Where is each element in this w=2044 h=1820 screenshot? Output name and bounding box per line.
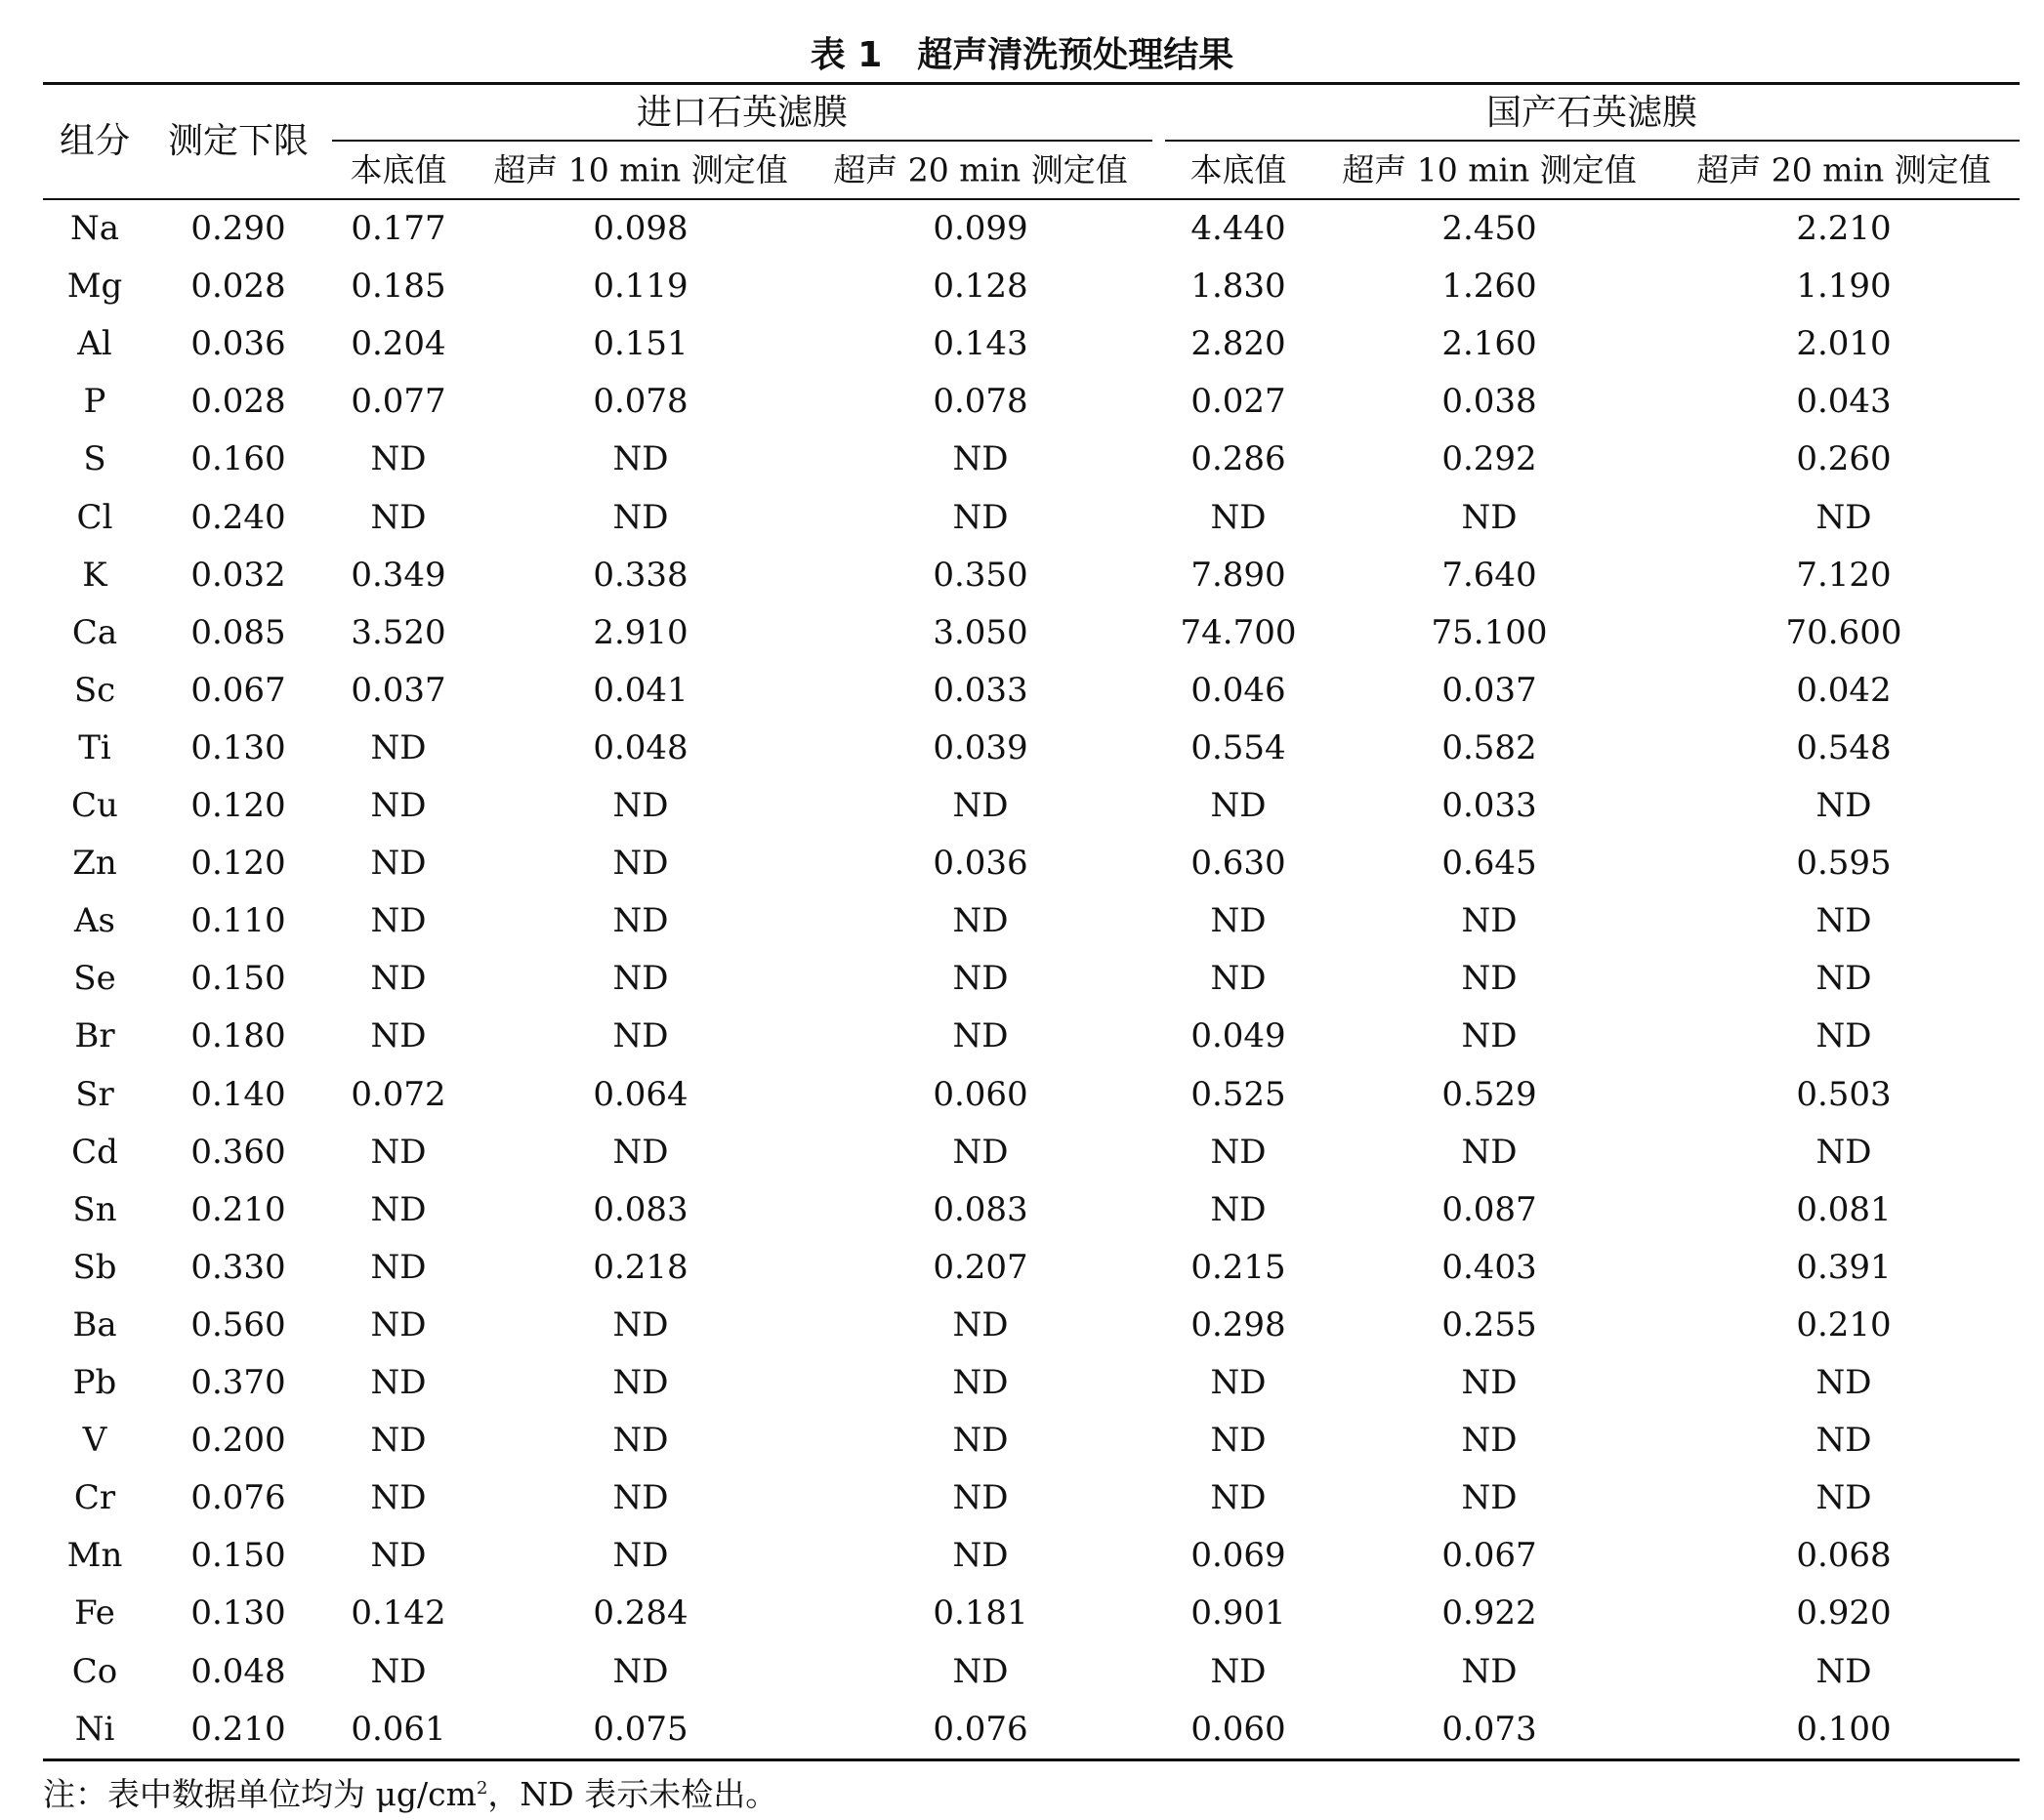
- cell-detection-limit: 0.048: [190, 1651, 286, 1691]
- cell-detection-limit: 0.110: [190, 901, 286, 941]
- bottom-rule: [43, 1758, 2020, 1761]
- cell-imported-20min: 0.099: [933, 209, 1028, 248]
- cell-imported-background: ND: [370, 1247, 427, 1287]
- cell-detection-limit: 0.076: [190, 1478, 286, 1518]
- cell-imported-background: 0.185: [351, 267, 446, 307]
- cell-component: Mg: [66, 267, 123, 307]
- cell-detection-limit: 0.032: [190, 555, 286, 595]
- cell-domestic-20min: 0.043: [1796, 382, 1892, 422]
- cell-detection-limit: 0.370: [190, 1363, 286, 1402]
- cell-domestic-background: ND: [1210, 1651, 1267, 1691]
- cell-component: Co: [71, 1651, 118, 1691]
- cell-imported-background: 0.349: [351, 555, 446, 595]
- cell-imported-background: ND: [370, 497, 427, 537]
- cell-imported-20min: 0.039: [933, 727, 1028, 767]
- cell-component: Cr: [73, 1478, 116, 1518]
- cell-detection-limit: 0.028: [190, 267, 286, 307]
- cell-domestic-background: 0.060: [1190, 1709, 1286, 1749]
- cell-domestic-20min: 0.548: [1796, 727, 1892, 767]
- cell-detection-limit: 0.290: [190, 209, 286, 248]
- cell-component: S: [83, 439, 106, 479]
- cell-imported-10min: 0.078: [593, 382, 688, 422]
- table-note: [43, 1769, 777, 1815]
- cell-imported-20min: 0.143: [933, 324, 1028, 364]
- cell-component: Mn: [66, 1536, 123, 1576]
- cell-component: Sr: [75, 1074, 114, 1114]
- cell-domestic-20min: 0.100: [1796, 1709, 1892, 1749]
- cell-imported-20min: 0.128: [933, 267, 1028, 307]
- cell-component: Sc: [73, 670, 116, 710]
- cell-domestic-20min: ND: [1815, 901, 1872, 941]
- cell-imported-20min: ND: [952, 497, 1009, 537]
- cell-domestic-background: 0.049: [1190, 1016, 1286, 1056]
- cell-imported-10min: ND: [612, 1651, 669, 1691]
- cell-imported-20min: 0.207: [933, 1247, 1028, 1287]
- cell-domestic-10min: 0.292: [1441, 439, 1537, 479]
- cell-domestic-background: 2.820: [1190, 324, 1286, 364]
- cell-imported-20min: ND: [952, 1536, 1009, 1576]
- cell-domestic-20min: ND: [1815, 1363, 1872, 1402]
- header-component: 组分: [59, 121, 131, 161]
- cell-domestic-20min: ND: [1815, 1421, 1872, 1461]
- cell-imported-10min: ND: [612, 439, 669, 479]
- cell-detection-limit: 0.140: [190, 1074, 286, 1114]
- cell-domestic-background: 0.215: [1190, 1247, 1286, 1287]
- cell-imported-background: ND: [370, 1651, 427, 1691]
- cell-imported-10min: 2.910: [593, 612, 688, 652]
- cell-domestic-10min: 0.582: [1441, 727, 1537, 767]
- cell-imported-20min: 0.060: [933, 1074, 1028, 1114]
- cell-imported-10min: 0.041: [593, 670, 688, 710]
- cell-detection-limit: 0.150: [190, 1536, 286, 1576]
- cell-domestic-20min: 0.210: [1796, 1304, 1892, 1344]
- cell-imported-10min: ND: [612, 959, 669, 999]
- cell-detection-limit: 0.240: [190, 497, 286, 537]
- cell-component: Se: [73, 959, 116, 999]
- table-title: 表 1 超声清洗预处理结果: [810, 35, 1234, 75]
- cell-domestic-background: ND: [1210, 901, 1267, 941]
- header-domestic-10min: 超声 10 min 测定值: [1342, 150, 1637, 189]
- cell-domestic-background: 74.700: [1180, 612, 1297, 652]
- header-rule: [43, 198, 2020, 200]
- cell-domestic-background: ND: [1210, 959, 1267, 999]
- cell-domestic-10min: 0.087: [1441, 1189, 1537, 1229]
- cell-imported-10min: ND: [612, 786, 669, 825]
- cell-imported-background: ND: [370, 901, 427, 941]
- cell-domestic-10min: 0.922: [1441, 1593, 1537, 1634]
- cell-domestic-background: ND: [1210, 1363, 1267, 1402]
- cell-domestic-background: 0.630: [1190, 844, 1286, 884]
- cell-domestic-20min: 0.042: [1796, 670, 1892, 710]
- cell-detection-limit: 0.200: [190, 1421, 286, 1461]
- group-rule-domestic: [1165, 140, 2020, 142]
- cell-imported-background: 0.061: [351, 1709, 446, 1749]
- cell-domestic-background: 0.901: [1190, 1593, 1286, 1634]
- cell-domestic-20min: 0.503: [1796, 1074, 1892, 1114]
- cell-imported-20min: ND: [952, 439, 1009, 479]
- cell-domestic-10min: ND: [1461, 1363, 1518, 1402]
- cell-imported-background: ND: [370, 1536, 427, 1576]
- cell-domestic-10min: 0.037: [1441, 670, 1537, 710]
- cell-detection-limit: 0.330: [190, 1247, 286, 1287]
- cell-imported-10min: ND: [612, 844, 669, 884]
- cell-component: Ti: [78, 727, 111, 767]
- cell-detection-limit: 0.120: [190, 786, 286, 825]
- cell-detection-limit: 0.560: [190, 1304, 286, 1344]
- cell-component: Na: [69, 209, 120, 248]
- cell-imported-10min: 0.151: [593, 324, 688, 364]
- cell-imported-background: 0.077: [351, 382, 446, 422]
- cell-component: Fe: [74, 1593, 115, 1634]
- cell-domestic-20min: 2.210: [1796, 209, 1892, 248]
- cell-imported-background: ND: [370, 1421, 427, 1461]
- cell-domestic-20min: ND: [1815, 1478, 1872, 1518]
- cell-component: Pb: [72, 1363, 117, 1402]
- cell-domestic-background: 0.554: [1190, 727, 1286, 767]
- cell-domestic-background: 0.069: [1190, 1536, 1286, 1576]
- cell-detection-limit: 0.036: [190, 324, 286, 364]
- cell-imported-10min: 0.338: [593, 555, 688, 595]
- cell-imported-background: 0.204: [351, 324, 446, 364]
- cell-imported-background: ND: [370, 1016, 427, 1056]
- cell-imported-background: 0.142: [351, 1593, 446, 1634]
- cell-domestic-10min: 2.450: [1441, 209, 1537, 248]
- cell-domestic-20min: ND: [1815, 1132, 1872, 1172]
- cell-domestic-10min: ND: [1461, 901, 1518, 941]
- cell-domestic-10min: 1.260: [1441, 267, 1537, 307]
- cell-detection-limit: 0.150: [190, 959, 286, 999]
- cell-component: Br: [74, 1016, 115, 1056]
- cell-imported-20min: 0.078: [933, 382, 1028, 422]
- cell-imported-background: ND: [370, 959, 427, 999]
- cell-domestic-background: ND: [1210, 1189, 1267, 1229]
- cell-domestic-20min: 1.190: [1796, 267, 1892, 307]
- cell-imported-20min: ND: [952, 901, 1009, 941]
- cell-imported-20min: ND: [952, 1016, 1009, 1056]
- header-domestic-background: 本底值: [1189, 150, 1287, 189]
- cell-imported-10min: ND: [612, 1536, 669, 1576]
- cell-domestic-10min: 0.073: [1441, 1709, 1537, 1749]
- cell-domestic-20min: 7.120: [1796, 555, 1892, 595]
- cell-domestic-10min: ND: [1461, 497, 1518, 537]
- header-group-domestic: 国产石英滤膜: [1485, 93, 1698, 133]
- cell-domestic-10min: ND: [1461, 1016, 1518, 1056]
- cell-domestic-background: ND: [1210, 497, 1267, 537]
- cell-domestic-20min: ND: [1815, 497, 1872, 537]
- header-group-imported: 进口石英滤膜: [636, 93, 849, 133]
- cell-imported-20min: ND: [952, 1363, 1009, 1402]
- cell-imported-20min: 0.033: [933, 670, 1028, 710]
- cell-imported-10min: ND: [612, 1478, 669, 1518]
- cell-imported-10min: 0.284: [593, 1593, 688, 1634]
- cell-domestic-10min: ND: [1461, 959, 1518, 999]
- cell-detection-limit: 0.180: [190, 1016, 286, 1056]
- cell-domestic-background: ND: [1210, 1421, 1267, 1461]
- cell-detection-limit: 0.160: [190, 439, 286, 479]
- cell-detection-limit: 0.085: [190, 612, 286, 652]
- cell-imported-20min: 0.076: [933, 1709, 1028, 1749]
- cell-imported-10min: 0.064: [593, 1074, 688, 1114]
- cell-domestic-20min: 0.260: [1796, 439, 1892, 479]
- cell-imported-10min: ND: [612, 1132, 669, 1172]
- cell-imported-20min: ND: [952, 959, 1009, 999]
- cell-domestic-20min: 0.595: [1796, 844, 1892, 884]
- cell-domestic-background: ND: [1210, 786, 1267, 825]
- cell-domestic-20min: ND: [1815, 959, 1872, 999]
- group-rule-imported: [332, 140, 1152, 142]
- header-domestic-20min: 超声 20 min 测定值: [1696, 150, 1991, 189]
- cell-domestic-10min: 0.067: [1441, 1536, 1537, 1576]
- cell-component: V: [82, 1421, 107, 1461]
- cell-domestic-10min: 0.033: [1441, 786, 1537, 825]
- header-imported-10min: 超声 10 min 测定值: [493, 150, 788, 189]
- cell-imported-10min: ND: [612, 497, 669, 537]
- cell-imported-background: ND: [370, 1363, 427, 1402]
- cell-imported-20min: ND: [952, 1132, 1009, 1172]
- cell-domestic-background: 0.298: [1190, 1304, 1286, 1344]
- cell-detection-limit: 0.130: [190, 1593, 286, 1634]
- cell-domestic-10min: 0.038: [1441, 382, 1537, 422]
- cell-domestic-20min: 0.391: [1796, 1247, 1892, 1287]
- cell-imported-background: ND: [370, 844, 427, 884]
- cell-component: P: [83, 382, 106, 422]
- cell-domestic-10min: 0.645: [1441, 844, 1537, 884]
- cell-imported-20min: ND: [952, 1651, 1009, 1691]
- cell-imported-20min: ND: [952, 1304, 1009, 1344]
- cell-imported-background: 0.177: [351, 209, 446, 248]
- cell-imported-background: 3.520: [351, 612, 446, 652]
- cell-domestic-20min: ND: [1815, 1651, 1872, 1691]
- header-imported-20min: 超声 20 min 测定值: [833, 150, 1128, 189]
- cell-domestic-10min: 0.255: [1441, 1304, 1537, 1344]
- cell-domestic-background: ND: [1210, 1478, 1267, 1518]
- cell-component: K: [82, 555, 107, 595]
- cell-domestic-background: 4.440: [1190, 209, 1286, 248]
- cell-domestic-20min: 2.010: [1796, 324, 1892, 364]
- cell-domestic-10min: 75.100: [1431, 612, 1548, 652]
- note-superscript: 2: [476, 1778, 488, 1799]
- cell-detection-limit: 0.360: [190, 1132, 286, 1172]
- cell-domestic-10min: ND: [1461, 1132, 1518, 1172]
- cell-domestic-10min: ND: [1461, 1651, 1518, 1691]
- cell-detection-limit: 0.210: [190, 1709, 286, 1749]
- cell-imported-10min: ND: [612, 1016, 669, 1056]
- cell-component: Ni: [74, 1709, 115, 1749]
- cell-imported-20min: ND: [952, 1421, 1009, 1461]
- cell-component: Sb: [72, 1247, 117, 1287]
- header-imported-background: 本底值: [350, 150, 447, 189]
- cell-imported-10min: 0.098: [593, 209, 688, 248]
- cell-imported-10min: 0.048: [593, 727, 688, 767]
- cell-detection-limit: 0.210: [190, 1189, 286, 1229]
- cell-imported-10min: ND: [612, 901, 669, 941]
- cell-imported-background: 0.037: [351, 670, 446, 710]
- cell-imported-10min: 0.218: [593, 1247, 688, 1287]
- cell-domestic-background: 7.890: [1190, 555, 1286, 595]
- cell-domestic-10min: ND: [1461, 1421, 1518, 1461]
- cell-domestic-10min: 0.529: [1441, 1074, 1537, 1114]
- cell-domestic-20min: ND: [1815, 1016, 1872, 1056]
- cell-component: Ba: [72, 1304, 117, 1344]
- header-detection-limit: 测定下限: [167, 121, 310, 161]
- cell-imported-background: ND: [370, 786, 427, 825]
- cell-imported-10min: 0.083: [593, 1189, 688, 1229]
- cell-component: Ca: [71, 612, 118, 652]
- cell-imported-10min: 0.119: [593, 267, 688, 307]
- cell-domestic-background: 0.286: [1190, 439, 1286, 479]
- cell-imported-background: ND: [370, 1478, 427, 1518]
- cell-domestic-20min: 70.600: [1785, 612, 1902, 652]
- cell-detection-limit: 0.067: [190, 670, 286, 710]
- cell-imported-20min: ND: [952, 786, 1009, 825]
- cell-imported-20min: 0.083: [933, 1189, 1028, 1229]
- cell-imported-background: ND: [370, 1189, 427, 1229]
- note-suffix: ，ND 表示未检出。: [487, 1775, 778, 1813]
- cell-component: As: [73, 901, 116, 941]
- cell-imported-20min: 0.036: [933, 844, 1028, 884]
- cell-component: Zn: [72, 844, 117, 884]
- cell-imported-10min: ND: [612, 1304, 669, 1344]
- cell-detection-limit: 0.028: [190, 382, 286, 422]
- cell-component: Cl: [76, 497, 113, 537]
- cell-domestic-10min: 0.403: [1441, 1247, 1537, 1287]
- cell-component: Cd: [71, 1132, 118, 1172]
- cell-domestic-background: 0.027: [1190, 382, 1286, 422]
- cell-imported-10min: ND: [612, 1421, 669, 1461]
- cell-component: Al: [77, 324, 112, 364]
- cell-domestic-20min: 0.081: [1796, 1189, 1892, 1229]
- top-rule: [43, 82, 2020, 85]
- cell-imported-20min: 0.181: [933, 1593, 1028, 1634]
- cell-domestic-10min: 2.160: [1441, 324, 1537, 364]
- cell-domestic-20min: ND: [1815, 786, 1872, 825]
- cell-imported-10min: ND: [612, 1363, 669, 1402]
- cell-imported-background: ND: [370, 1132, 427, 1172]
- cell-component: Cu: [71, 786, 118, 825]
- cell-domestic-20min: 0.920: [1796, 1593, 1892, 1634]
- cell-imported-background: ND: [370, 1304, 427, 1344]
- cell-detection-limit: 0.120: [190, 844, 286, 884]
- cell-imported-background: ND: [370, 727, 427, 767]
- cell-domestic-10min: ND: [1461, 1478, 1518, 1518]
- cell-domestic-background: ND: [1210, 1132, 1267, 1172]
- cell-imported-20min: 3.050: [933, 612, 1028, 652]
- cell-domestic-20min: 0.068: [1796, 1536, 1892, 1576]
- cell-detection-limit: 0.130: [190, 727, 286, 767]
- cell-domestic-background: 1.830: [1190, 267, 1286, 307]
- cell-imported-20min: ND: [952, 1478, 1009, 1518]
- cell-domestic-background: 0.525: [1190, 1074, 1286, 1114]
- cell-imported-background: 0.072: [351, 1074, 446, 1114]
- cell-component: Sn: [72, 1189, 117, 1229]
- cell-imported-20min: 0.350: [933, 555, 1028, 595]
- cell-domestic-background: 0.046: [1190, 670, 1286, 710]
- cell-imported-background: ND: [370, 439, 427, 479]
- note-prefix: 注：表中数据单位均为 μg/cm: [43, 1775, 477, 1813]
- cell-domestic-10min: 7.640: [1441, 555, 1537, 595]
- cell-imported-10min: 0.075: [593, 1709, 688, 1749]
